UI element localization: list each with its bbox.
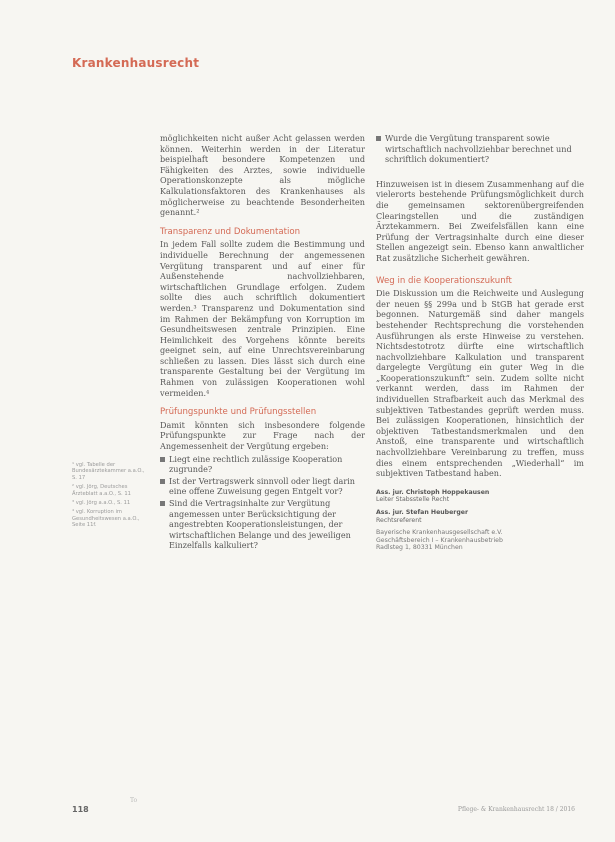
author-name: Ass. jur. Stefan Heuberger: [376, 509, 469, 516]
list-item: Wurde die Vergütung transparent sowie wirtschaftlich nachvollziehbar berechnet und schriftlich dokumentiert?: [376, 133, 584, 165]
left-column: [160, 133, 365, 560]
paragraph: möglichkeiten nicht außer Acht gelassen werden können. Weiterhin werden in der Literatur beispielhaft besondere Kompetenzen und Fähigkeiten des Arztes, sowie individuelle Operationskonzepte als mögliche Kalkulationsfaktoren des Krankenhauses als möglicherweise zu beachtende Besonderheiten genannt.²: [160, 133, 365, 218]
address-line: Bayerische Krankenhausgesellschaft e.V.: [376, 529, 503, 537]
footnote: ¹ vgl. Tabelle der Bundesärztekammer a.a.O., S. 17: [72, 462, 145, 481]
address-line: Radlsteg 1, 80331 München: [376, 544, 463, 552]
paragraph: Die Diskussion um die Reichweite und Auslegung der neuen §§ 299a und b StGB hat gerade erst begonnen. Naturgemäß sind daher mangels bestehender Rechtsprechung die vorstehenden Ausführungen als erste Hinweise zu verstehen. Nichtsdestotrotz dürfte eine wirtschaftlich nachvollziehbare Kalkulation und transparent dargelegte Vergütung ein guter Weg in die „Kooperationszukunft“ sein. Zudem sollte nicht verkannt werden, dass im Rahmen der individuellen Strafbarkeit auch das Merkmal des subjektiven Tatbestandes geprüft werden muss. Bei zulässigen Kooperationen, hinsichtlich der objektiven Tatbestandsmerkmalen und den Anstoß, eine transparente und wirtschaftlich nachvollziehbare Vereinbarung zu treffen, muss dies einem entsprechenden „Wiederhall“ im subjektiven Tatbestand haben.: [376, 288, 584, 479]
paragraph: Hinzuweisen ist in diesem Zusammenhang auf die vielerorts bestehende Prüfungsmöglichkeit durch die gemeinsamen sektorenübergreifenden Clearingstellen und die zuständigen Ärztekammern. Bei Zweifelsfällen kann eine Prüfung der Vertragsinhalte durch eine dieser Stellen angezeigt sein. Ebenso kann anwaltlicher Rat zusätzliche Sicherheit gewähren.: [376, 178, 584, 263]
right-column: [376, 133, 584, 552]
page-number: 118: [72, 805, 89, 814]
footnote: ³ vgl. Jörg a.a.O., S. 11: [72, 500, 131, 507]
subheading: Prüfungspunkte und Prüfungsstellen: [160, 407, 317, 418]
author-role: Rechtsreferent: [376, 516, 422, 524]
paragraph: Damit könnten sich insbesondere folgende Prüfungspunkte zur Frage nach der Angemessenheit der Vergütung ergeben:: [160, 419, 365, 452]
subheading: Transparenz und Dokumentation: [160, 226, 301, 237]
author-block: [376, 509, 584, 524]
subheading: Weg in die Kooperationszukunft: [376, 275, 512, 286]
author-role: Leiter Stabsstelle Recht: [376, 496, 450, 504]
checklist: [160, 454, 365, 551]
footnotes: [72, 462, 150, 532]
list-item: Liegt eine rechtlich zulässige Kooperation zugrunde?: [160, 454, 365, 475]
author-address: [376, 529, 584, 552]
author-block: [376, 489, 584, 504]
footnote: ² vgl. Jörg, Deutsches Ärzteblatt a.a.O., S. 11: [72, 484, 131, 497]
checklist: [376, 133, 584, 165]
paragraph: In jedem Fall sollte zudem die Bestimmung und individuelle Berechnung der angemessenen Vergütung transparent und auf einer für Außenstehende nachvollziehbaren, wirtschaftlichen Grundlage erfolgen. Zudem sollte dies auch schriftlich dokumentiert werden.³ Transparenz und Dokumentation sind im Rahmen der Bekämpfung von Korruption im Gesundheitswesen zentrale Prinzipien. Eine Heimlichkeit des Vorgehens könnte bereits geeignet sein, auf eine Unrechtsvereinbarung schließen zu lassen. Dies lässt sich durch eine transparente Gestaltung bei der Vergütung im Rahmen von zulässigen Kooperationen wohl vermeiden.⁴: [160, 239, 365, 398]
address-line: Geschäftsbereich I – Krankenhausbetrieb: [376, 536, 503, 544]
list-item: Ist der Vertragswerk sinnvoll oder liegt darin eine offene Zuweisung gegen Entgelt vor?: [160, 476, 365, 497]
footnote: ⁴ vgl. Korruption im Gesundheitswesen a.a.O., Seite 11f.: [72, 509, 140, 529]
author-name: Ass. jur. Christoph Hoppekausen: [376, 488, 490, 496]
section-header: Krankenhausrecht: [72, 56, 200, 70]
footer-mark: To: [130, 797, 138, 804]
journal-citation: Pflege- & Krankenhausrecht 18 / 2016: [457, 806, 575, 813]
list-item: Sind die Vertragsinhalte zur Vergütung angemessen unter Berücksichtigung der angestrebten Kooperationsleistungen, der wirtschaftlichen Belange und des jeweiligen Einzelfalls kalkuliert?: [160, 498, 365, 551]
